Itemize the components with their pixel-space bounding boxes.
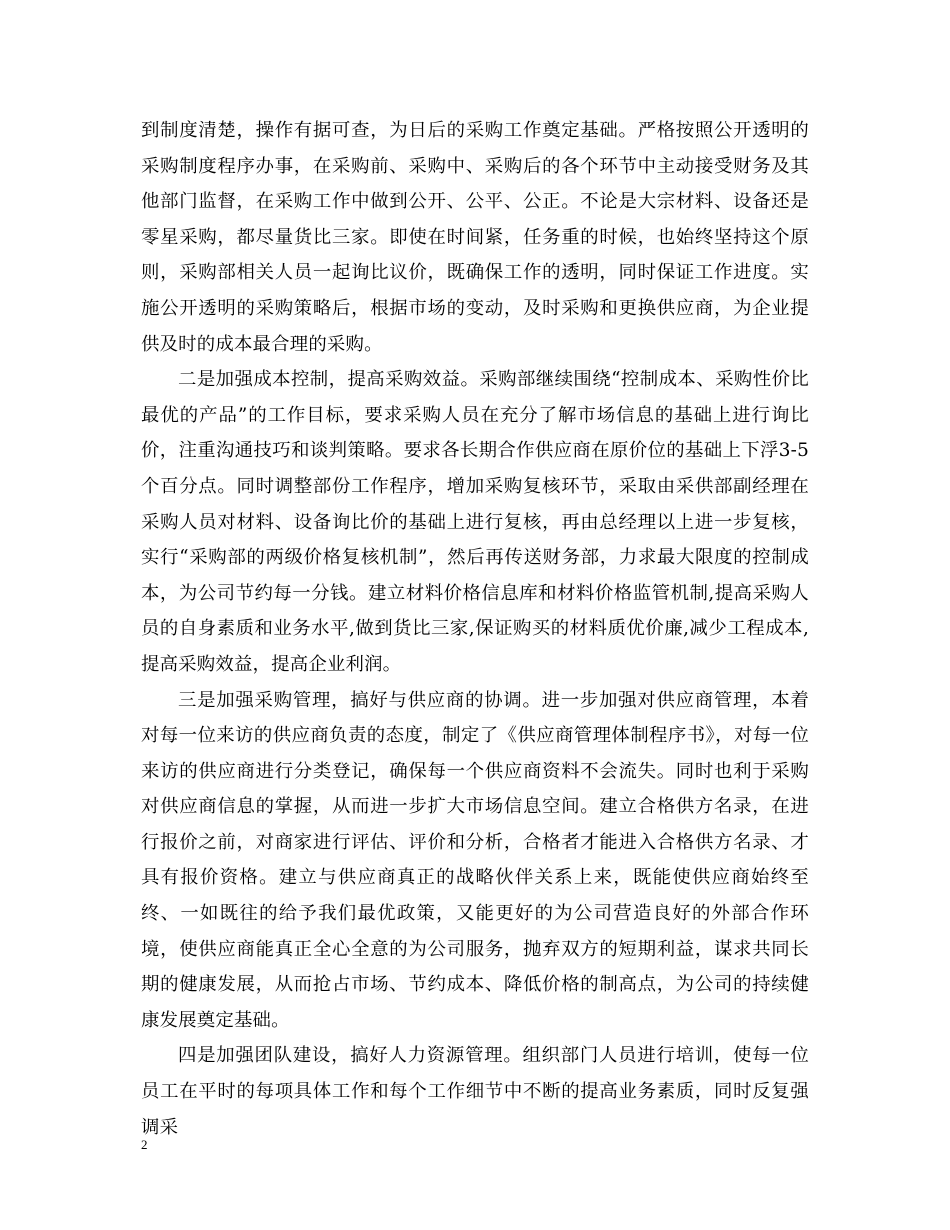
- paragraph-2: 二是加强成本控制，提高采购效益。采购部继续围绕“控制成本、采购性价比最优的产品”的工作目标，要求采购人员在充分了解市场信息的基础上进行询比价，注重沟通技巧和谈判策略。要求各长期合作供应商在原价位的基础上下浮3-5个百分点。同时调整部份工作程序，增加采购复核环节，采取由采供部副经理在采购人员对材料、设备询比价的基础上进行复核，再由总经理以上进一步复核，实行“采购部的两级价格复核机制”，然后再传送财务部，力求最大限度的控制成本，为公司节约每一分钱。建立材料价格信息库和材料价格监管机制,提高采购人员的自身素质和业务水平,做到货比三家,保证购买的材料质优价廉,减少工程成本,提高采购效益，提高企业利润。: [141, 369, 809, 675]
- page-number: 2: [141, 1137, 148, 1152]
- body-text: [141, 113, 809, 1145]
- paragraph-3: 三是加强采购管理，搞好与供应商的协调。进一步加强对供应商管理，本着对每一位来访的供应商负责的态度，制定了《供应商管理体制程序书》，对每一位来访的供应商进行分类登记，确保每一个供应商资料不会流失。同时也利于采购对供应商信息的掌握，从而进一步扩大市场信息空间。建立合格供方名录，在进行报价之前，对商家进行评估、评价和分析，合格者才能进入合格供方名录、才具有报价资格。建立与供应商真正的战略伙伴关系上来，既能使供应商始终至终、一如既往的给予我们最优政策，又能更好的为公司营造良好的外部合作环境，使供应商能真正全心全意的为公司服务，抛弃双方的短期利益，谋求共同长期的健康发展，从而抢占市场、节约成本、降低价格的制高点，为公司的持续健康发展奠定基础。: [141, 689, 809, 1031]
- paragraph-1: 到制度清楚，操作有据可查，为日后的采购工作奠定基础。严格按照公开透明的采购制度程序办事，在采购前、采购中、采购后的各个环节中主动接受财务及其他部门监督，在采购工作中做到公开、公平、公正。不论是大宗材料、设备还是零星采购，都尽量货比三家。即使在时间紧，任务重的时候，也始终坚持这个原则，采购部相关人员一起询比议价，既确保工作的透明，同时保证工作进度。实施公开透明的采购策略后，根据市场的变动，及时采购和更换供应商，为企业提供及时的成本最合理的采购。: [141, 120, 809, 355]
- paragraph-4: 四是加强团队建设，搞好人力资源管理。组织部门人员进行培训，使每一位员工在平时的每项具体工作和每个工作细节中不断的提高业务素质，同时反复强调采: [141, 1045, 809, 1138]
